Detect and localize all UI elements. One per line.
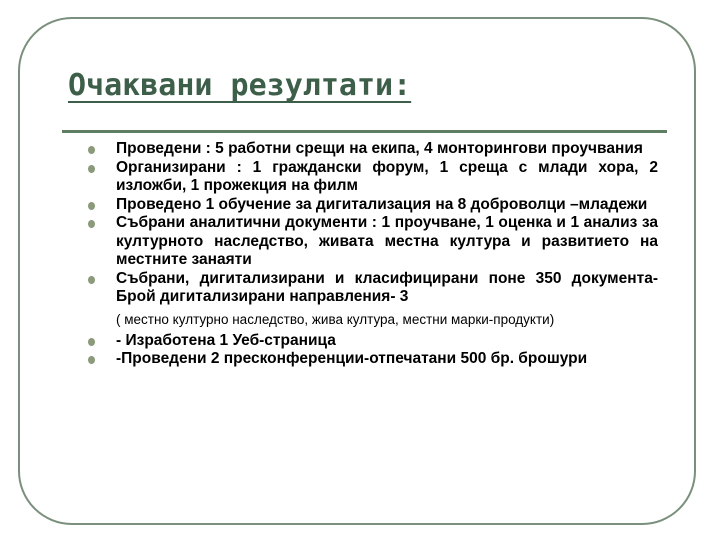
list-item [88, 214, 658, 270]
bullet-icon [88, 338, 95, 346]
list-item [88, 332, 658, 351]
results-list [88, 140, 658, 369]
list-item-text: - Изработена 1 Уеб-страница [116, 331, 336, 349]
list-item [88, 140, 658, 159]
slide-title: Очаквани резултати: [68, 68, 412, 103]
list-note-text: ( местно културно наследство, жива култура, местни марки-продукти) [116, 311, 555, 327]
list-item-text: Проведени : 5 работни срещи на екипа, 4 монторингови проучвания [116, 140, 643, 157]
list-item [88, 159, 658, 196]
list-note [88, 311, 658, 328]
bullet-icon [88, 356, 95, 364]
bullet-icon [88, 165, 95, 173]
title-divider [62, 130, 667, 133]
list-item [88, 350, 658, 369]
bullet-icon [88, 220, 95, 228]
list-item [88, 270, 658, 307]
list-item-text: Организирани : 1 граждански форум, 1 среща с млади хора, 2 изложби, 1 прожекция на филм [116, 158, 658, 194]
bullet-icon [88, 202, 95, 210]
bullet-icon [88, 276, 95, 284]
list-item-text: Проведено 1 обучение за дигитализация на 8 доброволци –младежи [116, 195, 648, 213]
list-item-text: Събрани аналитични документи : 1 проучване, 1 оценка и 1 анализ за културното наследство, живата местна култура и развитието на местните занаяти [116, 214, 658, 268]
list-item-text: Събрани, дигитализирани и класифицирани поне 350 документа-Брой дигитализирани направления- 3 [116, 269, 658, 305]
list-item [88, 196, 658, 215]
list-item-text: -Проведени 2 пресконференции-отпечатани 500 бр. брошури [116, 350, 588, 367]
bullet-icon [88, 146, 95, 154]
